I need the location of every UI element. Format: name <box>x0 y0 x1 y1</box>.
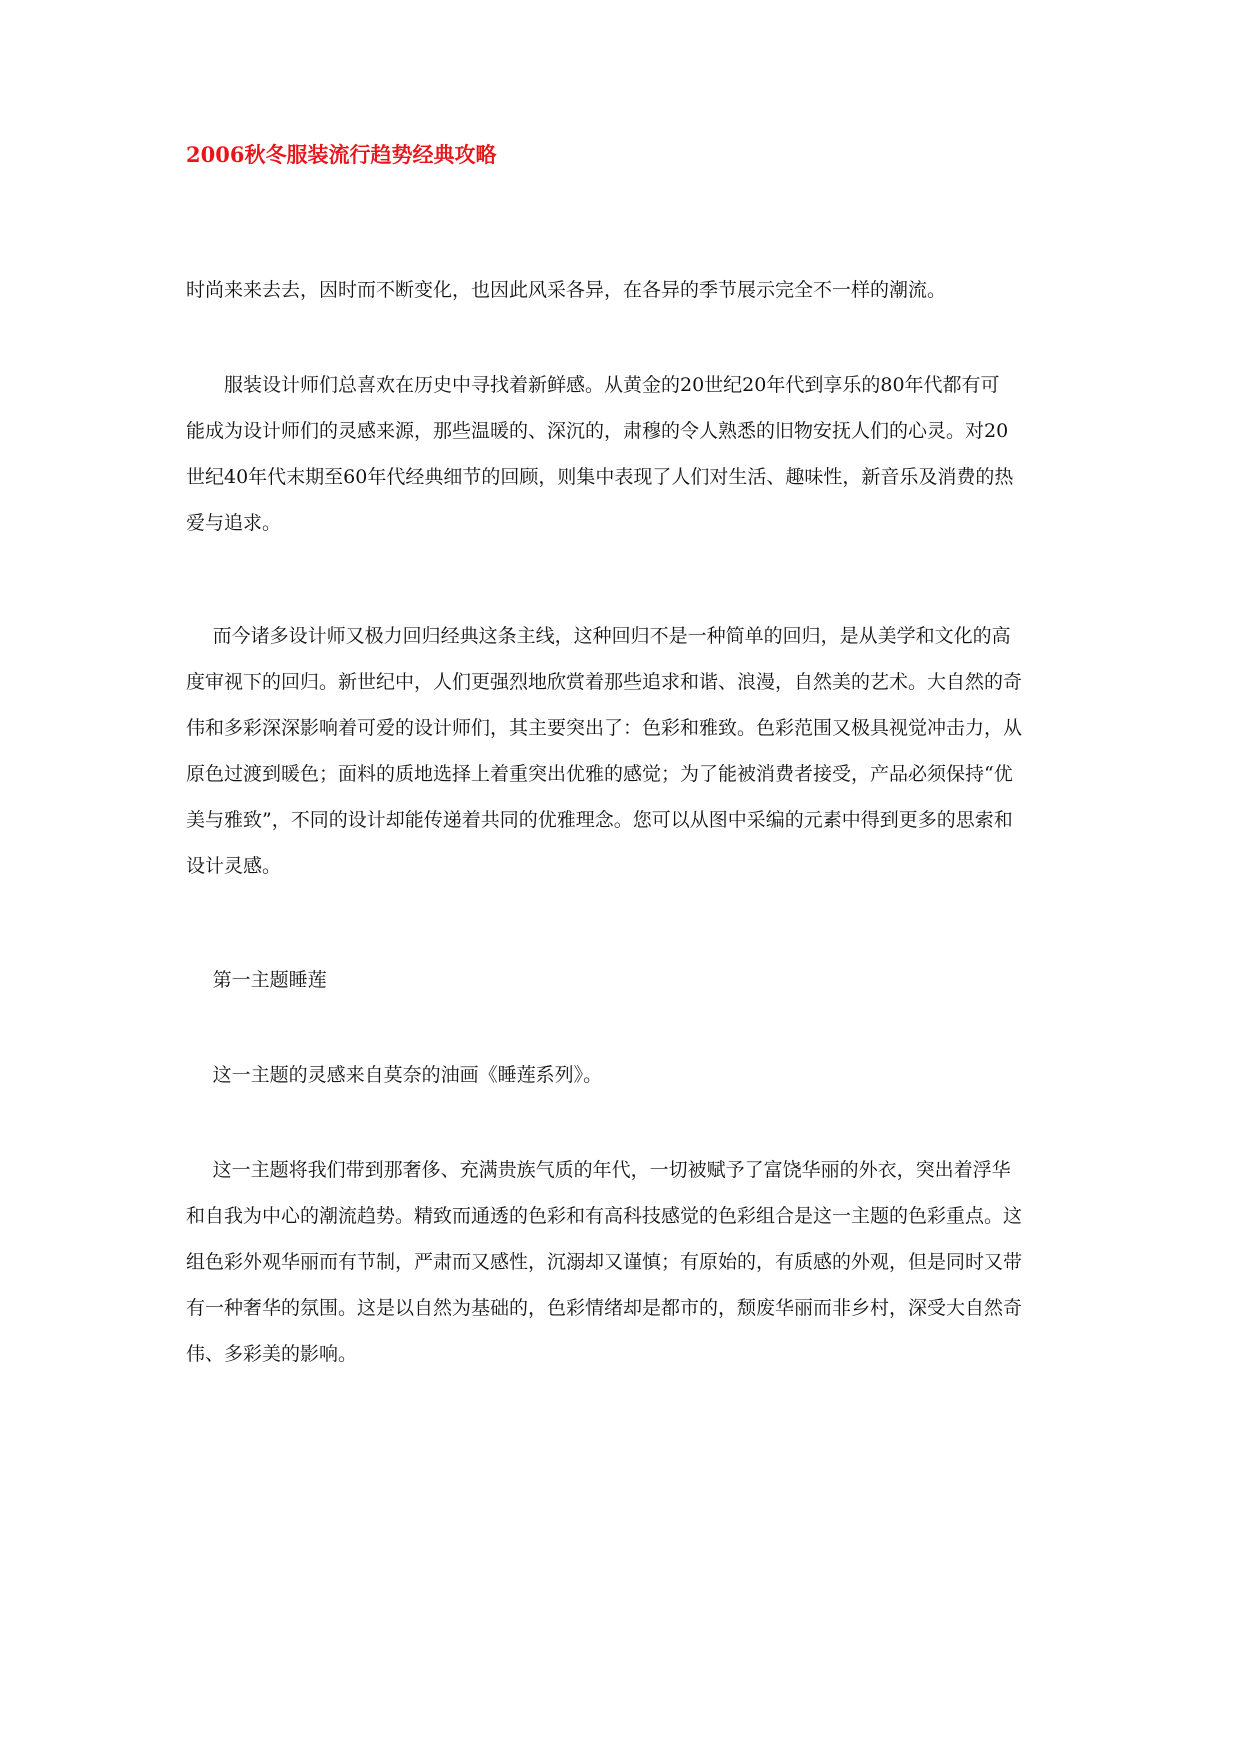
intro-paragraph <box>186 267 1148 313</box>
theme1-intro-text: 这一主题的灵感来自莫奈的油画《睡莲系列》。 <box>212 1064 603 1086</box>
paragraph-return-to-classics <box>186 613 1148 889</box>
paragraph-line: 伟和多彩深深影响着可爱的设计师们，其主要突出了：色彩和雅致。色彩范围又极具视觉冲击力，从 <box>186 717 1023 739</box>
paragraph-line: 度审视下的回归。新世纪中，人们更强烈地欣赏着那些追求和谐、浪漫，自然美的艺术。大自然的奇 <box>186 671 1023 693</box>
paragraph-line: 爱与追求。 <box>186 512 282 534</box>
paragraph-line: 而今诸多设计师又极力回归经典这条主线，这种回归不是一种简单的回归，是从美学和文化的高 <box>212 625 1011 647</box>
paragraph-line: 服装设计师们总喜欢在历史中寻找着新鲜感。从黄金的20世纪20年代到享乐的80年代都有可 <box>224 374 1000 396</box>
paragraph-line: 能成为设计师们的灵感来源，那些温暖的、深沉的，肃穆的令人熟悉的旧物安抚人们的心灵。对20 <box>186 420 1009 442</box>
theme1-heading-text: 第一主题睡莲 <box>212 969 327 991</box>
theme1-heading <box>186 957 1148 1003</box>
paragraph-line: 伟、多彩美的影响。 <box>186 1343 358 1365</box>
theme1-intro <box>186 1052 1148 1098</box>
intro-line: 时尚来来去去，因时而不断变化，也因此风采各异，在各异的季节展示完全不一样的潮流。 <box>186 279 947 301</box>
paragraph-line: 有一种奢华的氛围。这是以自然为基础的，色彩情绪却是都市的，颓废华丽而非乡村，深受大自然奇 <box>186 1297 1023 1319</box>
paragraph-line: 这一主题将我们带到那奢侈、充满贵族气质的年代，一切被赋予了富饶华丽的外衣，突出着浮华 <box>212 1159 1011 1181</box>
paragraph-line: 组色彩外观华丽而有节制，严肃而又感性，沉溺却又谨慎；有原始的，有质感的外观，但是同时又带 <box>186 1251 1023 1273</box>
paragraph-line: 和自我为中心的潮流趋势。精致而通透的色彩和有高科技感觉的色彩组合是这一主题的色彩重点。这 <box>186 1205 1023 1227</box>
paragraph-line: 设计灵感。 <box>186 855 282 877</box>
paragraph-line: 原色过渡到暖色；面料的质地选择上着重突出优雅的感觉；为了能被消费者接受，产品必须保持“优 <box>186 763 1013 785</box>
document-title: 2006秋冬服装流行趋势经典攻略 <box>186 142 497 167</box>
paragraph-line: 美与雅致”，不同的设计却能传递着共同的优雅理念。您可以从图中采编的元素中得到更多的思索和 <box>186 809 1013 831</box>
paragraph-line: 世纪40年代末期至60年代经典细节的回顾，则集中表现了人们对生活、趣味性，新音乐及消费的热 <box>186 466 1014 488</box>
paragraph-theme1-description <box>186 1147 1148 1377</box>
paragraph-designers-history <box>186 362 1148 546</box>
